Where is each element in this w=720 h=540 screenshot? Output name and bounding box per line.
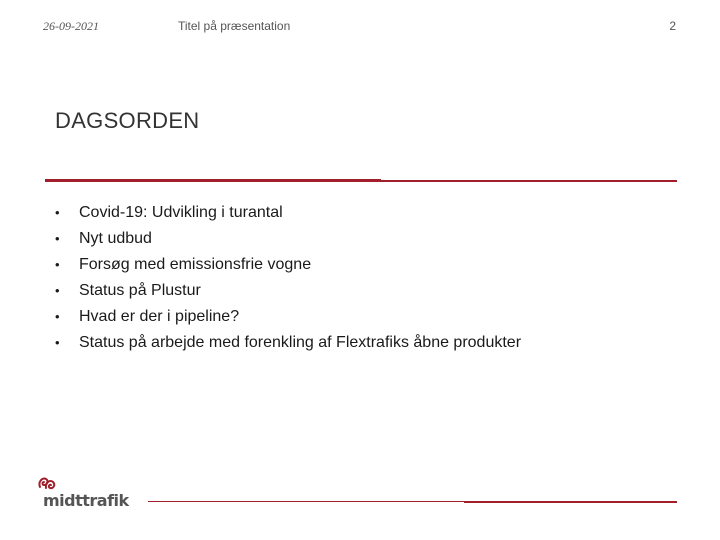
agenda-item <box>55 282 521 308</box>
bullet-icon: • <box>55 309 60 324</box>
bullet-icon: • <box>55 283 60 298</box>
bullet-icon: • <box>55 205 60 220</box>
agenda-item-text: Status på Plustur <box>79 282 201 299</box>
agenda-item-text: Forsøg med emissionsfrie vogne <box>79 256 312 273</box>
agenda-list <box>55 204 521 360</box>
agenda-item <box>55 308 521 334</box>
footer-divider-thin <box>148 501 464 502</box>
agenda-item-text: Nyt udbud <box>79 230 152 247</box>
footer-divider-thick <box>464 501 677 503</box>
agenda-item <box>55 334 521 360</box>
agenda-item-text: Status på arbejde med forenkling af Flextrafiks åbne produkter <box>79 334 522 351</box>
agenda-item-text: Covid-19: Udvikling i turantal <box>79 204 283 221</box>
heading-divider-thick <box>45 179 381 182</box>
agenda-item <box>55 256 521 282</box>
bullet-icon: • <box>55 231 60 246</box>
midttrafik-logo-mark-icon <box>36 473 58 493</box>
presentation-title: Titel på præsentation <box>178 19 291 33</box>
bullet-icon: • <box>55 257 60 272</box>
agenda-item-text: Hvad er der i pipeline? <box>79 308 240 325</box>
heading-divider-thin <box>381 180 677 182</box>
slide-heading: DAGSORDEN <box>55 108 200 133</box>
agenda-item <box>55 204 521 230</box>
logo-wordmark: midttrafik <box>43 491 129 510</box>
slide-date: 26-09-2021 <box>43 19 99 33</box>
bullet-icon: • <box>55 335 60 350</box>
agenda-item <box>55 230 521 256</box>
page-number: 2 <box>669 19 676 33</box>
